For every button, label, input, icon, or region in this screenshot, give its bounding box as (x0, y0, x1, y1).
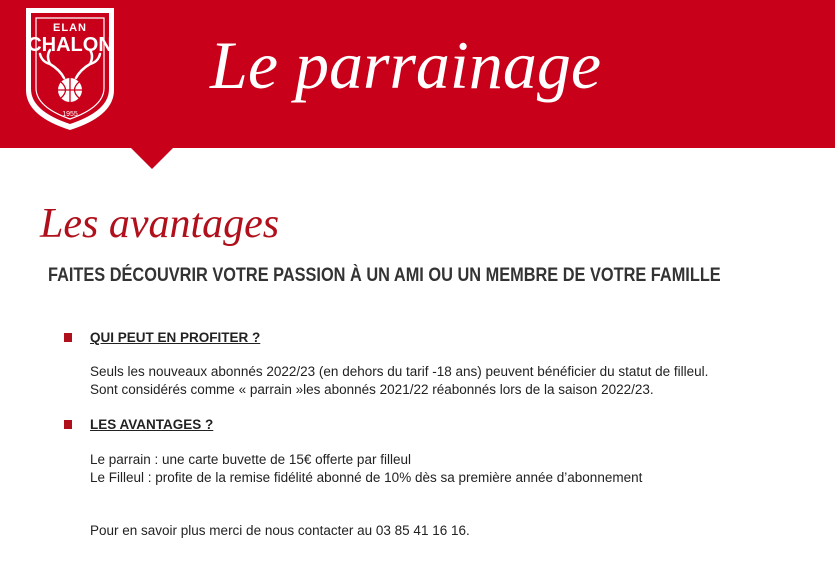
header-banner (0, 0, 835, 148)
block-heading: LES AVANTAGES ? (90, 417, 214, 432)
paragraph-line: Sont considérés comme « parrain »les abonnés 2021/22 réabonnés lors de la saison 2022/23. (90, 382, 654, 397)
header-notch (130, 147, 174, 169)
subtitle: FAITES DÉCOUVRIR VOTRE PASSION À UN AMI OU UN MEMBRE DE VOTRE FAMILLE (48, 265, 721, 286)
paragraph-line: Seuls les nouveaux abonnés 2022/23 (en dehors du tarif -18 ans) peuvent bénéficier du statut de filleul. (90, 364, 709, 379)
block-heading: QUI PEUT EN PROFITER ? (90, 330, 261, 345)
paragraph-line: Le Filleul : profite de la remise fidélité abonné de 10% dès sa première année d’abonnement (90, 470, 643, 485)
contact-text: Pour en savoir plus merci de nous contacter au 03 85 41 16 16. (90, 523, 470, 538)
square-bullet-icon (64, 420, 72, 429)
square-bullet-icon (64, 333, 72, 342)
logo-text-main: CHALON (27, 34, 113, 56)
elan-chalon-logo (20, 4, 120, 132)
page-title: Le parrainage (210, 27, 601, 103)
section-title: Les avantages (40, 201, 280, 247)
logo-text-top: ELAN (53, 22, 87, 34)
paragraph-line: Le parrain : une carte buvette de 15€ offerte par filleul (90, 452, 411, 467)
logo-year: 1955 (62, 111, 78, 118)
